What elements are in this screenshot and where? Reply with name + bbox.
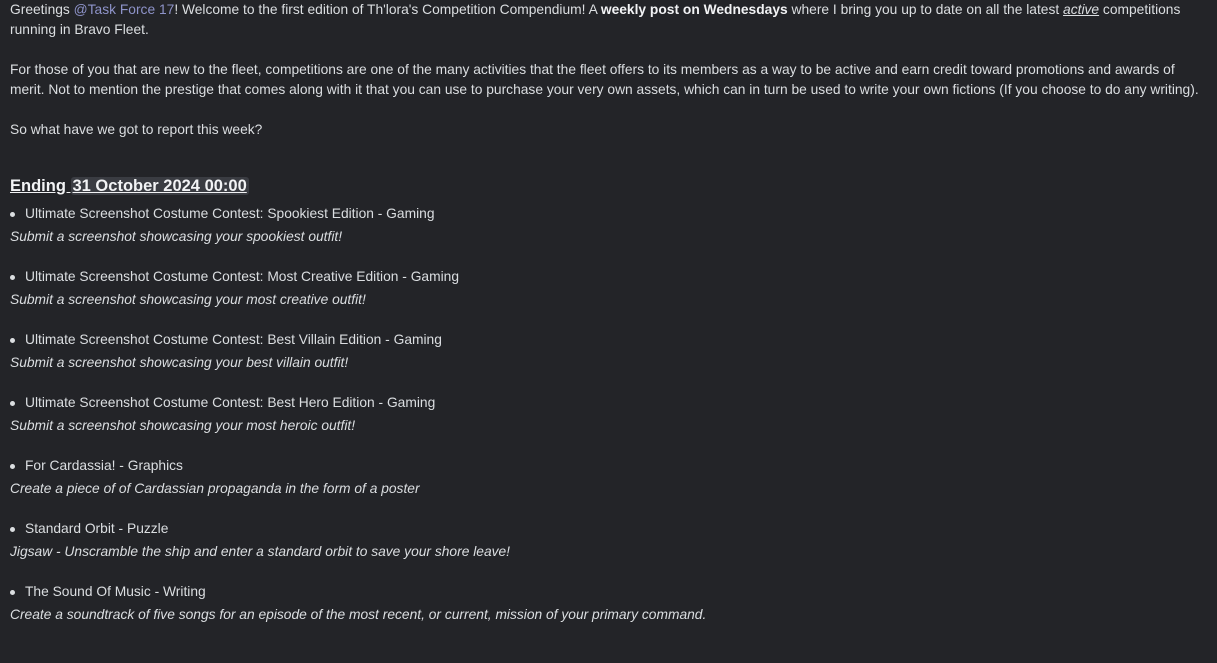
list-item	[10, 456, 1210, 499]
list-item	[10, 393, 1210, 436]
competition-title	[10, 456, 1210, 476]
intro-text-2: where I bring you up to date on all the latest	[787, 2, 1064, 17]
bullet-icon	[10, 590, 15, 595]
competition-title	[10, 267, 1210, 287]
competition-title	[10, 582, 1210, 602]
active-word: active	[1063, 2, 1100, 17]
list-item	[10, 330, 1210, 373]
bullet-icon	[10, 212, 15, 217]
greeting-text: Greetings	[10, 2, 74, 17]
competition-title-text: Ultimate Screenshot Costume Contest: Best Hero Edition - Gaming	[25, 395, 436, 410]
bullet-icon	[10, 527, 15, 532]
competition-title	[10, 393, 1210, 413]
bullet-icon	[10, 464, 15, 469]
bold-phrase: weekly post on Wednesdays	[600, 2, 788, 17]
competition-title	[10, 330, 1210, 350]
competition-title-text: The Sound Of Music - Writing	[25, 584, 206, 599]
competition-description: Jigsaw - Unscramble the ship and enter a standard orbit to save your shore leave!	[10, 544, 511, 559]
bullet-icon	[10, 401, 15, 406]
competition-description: Create a piece of of Cardassian propaganda in the form of a poster	[10, 481, 420, 496]
competition-title-text: For Cardassia! - Graphics	[25, 458, 183, 473]
competition-description: Submit a screenshot showcasing your most creative outfit!	[10, 292, 366, 307]
role-mention[interactable]: @Task Force 17	[73, 2, 175, 17]
intro-text: ! Welcome to the first edition of Th'lora's Competition Compendium! A	[174, 2, 601, 17]
competition-description: Create a soundtrack of five songs for an episode of the most recent, or current, mission of your primary command.	[10, 607, 707, 622]
intro-text-3: competitions running in Bravo Fleet.	[10, 2, 1181, 37]
competition-description: Submit a screenshot showcasing your spookiest outfit!	[10, 229, 343, 244]
question-paragraph: So what have we got to report this week?	[10, 122, 263, 137]
competition-description: Submit a screenshot showcasing your best villain outfit!	[10, 355, 349, 370]
competition-title-text: Ultimate Screenshot Costume Contest: Most Creative Edition - Gaming	[25, 269, 460, 284]
competition-title-text: Ultimate Screenshot Costume Contest: Spookiest Edition - Gaming	[25, 206, 435, 221]
info-paragraph: For those of you that are new to the fleet, competitions are one of the many activities that the fleet offers to its members as a way to be active and earn credit toward promotions and awards of merit. Not to mention the prestige that comes along with it that you can use to purchase your very own assets, which can in turn be used to write your own fictions (If you choose to do any writing).	[10, 62, 1199, 97]
competition-title-text: Standard Orbit - Puzzle	[25, 521, 169, 536]
bullet-icon	[10, 338, 15, 343]
section-heading	[10, 174, 1210, 198]
competition-title-text: Ultimate Screenshot Costume Contest: Best Villain Edition - Gaming	[25, 332, 442, 347]
list-item	[10, 204, 1210, 247]
timestamp[interactable]: 31 October 2024 00:00	[72, 177, 247, 195]
list-item	[10, 267, 1210, 310]
bullet-icon	[10, 275, 15, 280]
competition-list	[10, 204, 1210, 625]
message-content	[10, 0, 1210, 625]
list-item	[10, 582, 1210, 625]
competition-title	[10, 204, 1210, 224]
competition-description: Submit a screenshot showcasing your most heroic outfit!	[10, 418, 356, 433]
intro-paragraph	[10, 0, 1210, 40]
section-label: Ending	[10, 177, 71, 195]
list-item	[10, 519, 1210, 562]
competition-title	[10, 519, 1210, 539]
